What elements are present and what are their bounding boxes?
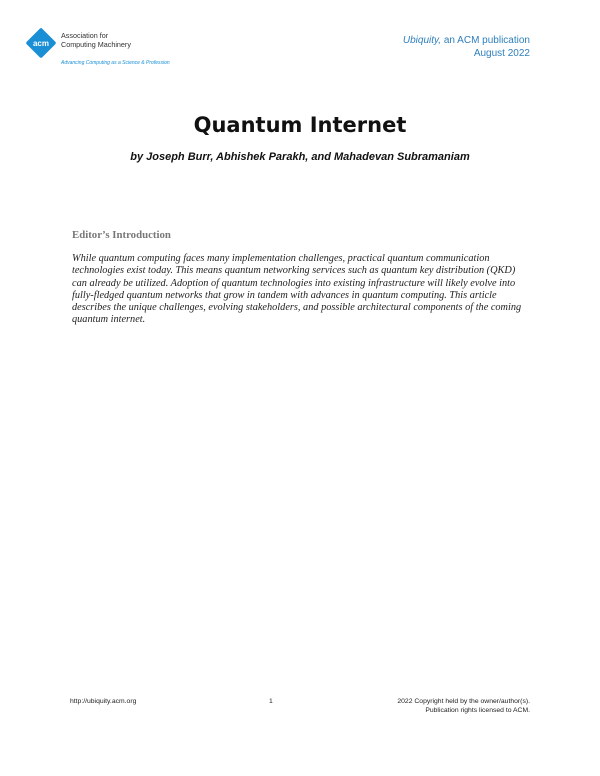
article-title: Quantum Internet xyxy=(193,113,407,137)
copyright-line1: 2022 Copyright held by the owner/author(s). xyxy=(397,698,530,705)
logo-org-line1: Association for xyxy=(61,31,109,40)
publication-info xyxy=(403,34,530,60)
acm-badge-text: acm xyxy=(32,38,49,48)
publication-suffix: an ACM publication xyxy=(441,35,530,46)
footer-url[interactable]: http://ubiquity.acm.org xyxy=(70,698,137,705)
article-authors: by Joseph Burr, Abhishek Parakh, and Mahadevan Subramaniam xyxy=(130,151,470,163)
logo-tagline: Advancing Computing as a Science & Profession xyxy=(61,60,170,66)
publication-date: August 2022 xyxy=(473,48,530,59)
page-number: 1 xyxy=(269,698,273,705)
logo-org-line2: Computing Machinery xyxy=(61,39,131,49)
logo-org-name xyxy=(61,32,131,49)
publication-line xyxy=(403,34,530,47)
copyright-notice xyxy=(397,697,530,715)
editors-intro-heading: Editor’s Introduction xyxy=(72,229,171,241)
copyright-line2: Publication rights licensed to ACM. xyxy=(425,707,530,714)
abstract-paragraph: While quantum computing faces many implementation challenges, practical quantum communication technologies exist today. This means quantum networking services such as quantum key distribution (QKD) can already be utilized. Adoption of quantum technologies into existing infrastructure will likely evolve into fully-fledged quantum networks that grow in tandem with advances in quantum computing. This article describes the unique challenges, evolving stakeholders, and possible architectural components of the coming quantum internet. xyxy=(72,253,522,326)
publication-venue: Ubiquity, xyxy=(402,35,442,46)
acm-logo xyxy=(24,28,174,68)
